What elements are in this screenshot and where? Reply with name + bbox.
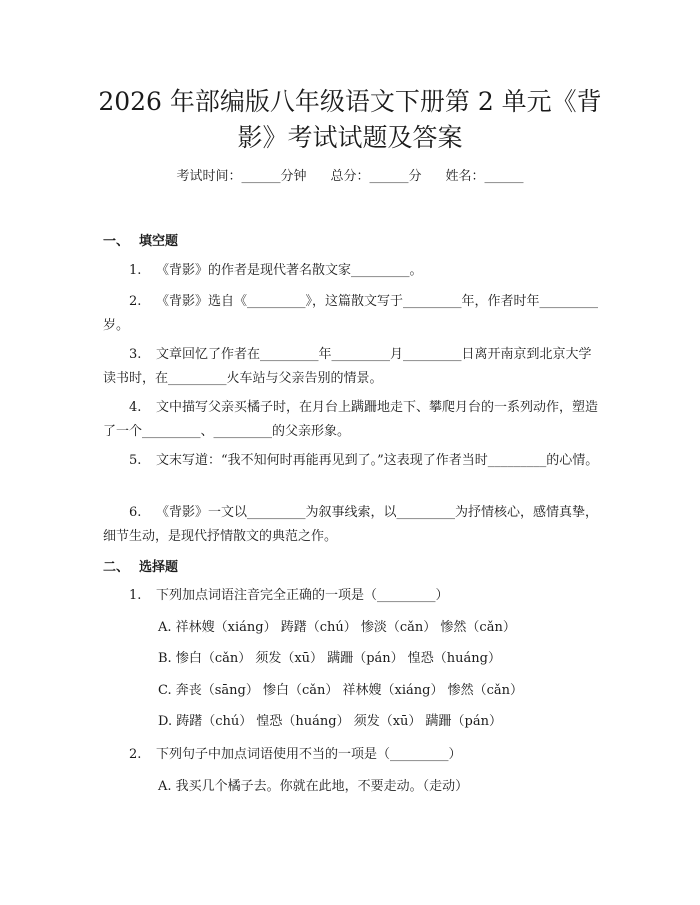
exam-title-line-1: 2026 年部编版八年级语文下册第 2 单元《背 xyxy=(98,87,602,116)
choice-question-1 xyxy=(103,584,599,608)
section-number: 一、 xyxy=(103,234,130,249)
student-name-field: 姓名：______ xyxy=(445,169,524,184)
section-title: 填空题 xyxy=(139,234,179,249)
question-number: 4. xyxy=(129,400,142,415)
question-number: 2. xyxy=(129,747,142,762)
question-text: 下列句子中加点词语使用不当的一项是（_________） xyxy=(156,747,462,762)
choice-2-option-a: A. 我买几个橘子去。你就在此地，不要走动。（走动） xyxy=(158,779,469,794)
exam-time-field: 考试时间：______分钟 xyxy=(176,169,307,184)
section-heading-multiple-choice xyxy=(103,556,178,575)
question-text: 下列加点词语注音完全正确的一项是（_________） xyxy=(156,588,449,603)
question-text: 《背影》一文以_________为叙事线索，以_________为抒情核心，感情真挚，细节生动，是现代抒情散文的典范之作。 xyxy=(103,505,599,544)
question-text: 文中描写父亲买橘子时，在月台上蹒跚地走下、攀爬月台的一系列动作，塑造了一个_________、_________的父亲形象。 xyxy=(103,400,599,439)
section-heading-fill-blank xyxy=(103,230,178,249)
fill-question-4 xyxy=(103,396,599,444)
fill-question-2 xyxy=(103,290,599,338)
fill-question-1 xyxy=(103,259,599,283)
section-title: 选择题 xyxy=(139,560,179,575)
question-number: 1. xyxy=(129,588,142,603)
question-text: 文末写道：“我不知何时再能再见到了。”这表现了作者当时_________的心情。 xyxy=(156,453,599,468)
exam-title-line-2: 影》考试试题及答案 xyxy=(237,123,463,152)
question-number: 3. xyxy=(129,347,142,362)
choice-1-option-a: A. 祥林嫂（xiáng） 踌躇（chú） 惨淡（cǎn） 惨然（cǎn） xyxy=(158,620,516,635)
exam-info-line xyxy=(0,167,700,187)
question-number: 6. xyxy=(129,505,142,520)
question-text: 《背影》选自《_________》，这篇散文写于_________年，作者时年_________岁。 xyxy=(103,294,599,333)
question-text: 文章回忆了作者在_________年_________月_________日离开南京到北京大学读书时，在_________火车站与父亲告别的情景。 xyxy=(103,347,592,386)
question-text: 《背影》的作者是现代著名散文家_________。 xyxy=(156,263,423,278)
question-number: 2. xyxy=(129,294,142,309)
choice-1-option-b: B. 惨白（cǎn） 须发（xū） 蹒跚（pán） 惶恐（huáng） xyxy=(158,651,501,666)
question-number: 5. xyxy=(129,453,142,468)
choice-1-option-d: D. 踌躇（chú） 惶恐（huáng） 须发（xū） 蹒跚（pán） xyxy=(158,714,502,729)
total-score-field: 总分：______分 xyxy=(330,169,422,184)
fill-question-5 xyxy=(103,449,599,473)
choice-question-2 xyxy=(103,743,599,767)
choice-1-option-c: C. 奔丧（sāng） 惨白（cǎn） 祥林嫂（xiáng） 惨然（cǎn） xyxy=(158,683,524,698)
question-number: 1. xyxy=(129,263,142,278)
fill-question-6 xyxy=(103,501,599,549)
fill-question-3 xyxy=(103,343,599,391)
section-number: 二、 xyxy=(103,560,130,575)
